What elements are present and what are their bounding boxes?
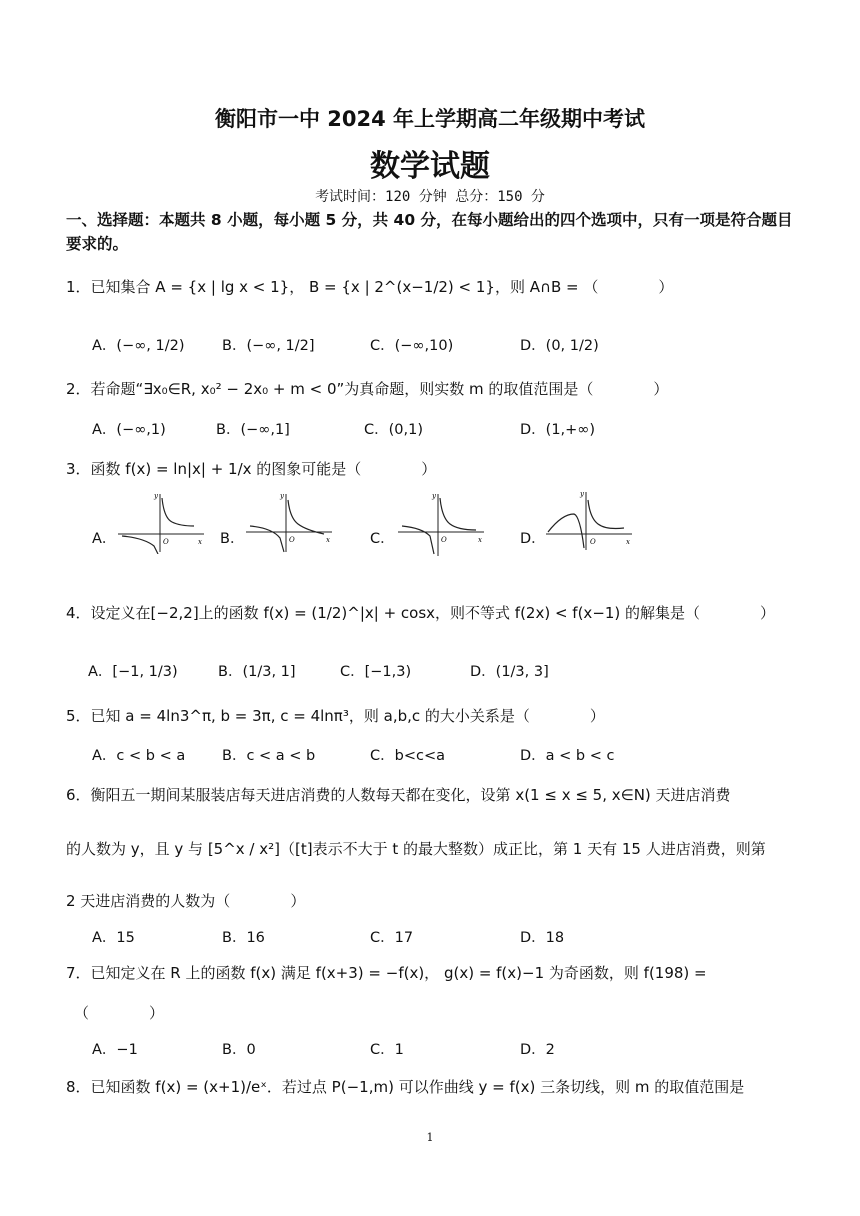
question-2-option-a: A．(−∞,1) bbox=[92, 422, 166, 438]
question-6-stem-line3: 2 天进店消费的人数为（ ） bbox=[66, 892, 306, 910]
question-3-option-b: B． bbox=[220, 531, 245, 547]
question-8-stem: 8．已知函数 f(x) = (x+1)/eˣ．若过点 P(−1,m) 可以作曲线 y = f(x) 三条切线，则 m 的取值范围是 bbox=[66, 1078, 745, 1096]
graph-option-a bbox=[118, 492, 208, 554]
question-6-stem-line1: 6．衡阳五一期间某服装店每天进店消费的人数每天都在变化，设第 x(1 ≤ x ≤ 5, x∈N) 天进店消费 bbox=[66, 786, 731, 804]
question-5-stem: 5．已知 a = 4ln3^π, b = 3π, c = 4lnπ³，则 a,b,c 的大小关系是（ ） bbox=[66, 707, 605, 725]
graph-c-y-label: y bbox=[432, 492, 436, 500]
question-1-option-c: C．(−∞,10) bbox=[370, 338, 454, 354]
graph-d-x-label: x bbox=[626, 538, 630, 546]
graph-c-origin-label: O bbox=[441, 536, 447, 544]
graph-b-x-label: x bbox=[326, 536, 330, 544]
question-4-option-a: A．[−1, 1/3) bbox=[88, 664, 178, 680]
graph-option-c bbox=[398, 492, 488, 558]
page-number: 1 bbox=[426, 1131, 434, 1144]
question-4-stem: 4．设定义在[−2,2]上的函数 f(x) = (1/2)^|x| + cosx，则不等式 f(2x) < f(x−1) 的解集是（ ） bbox=[66, 604, 776, 622]
question-2-option-c: C．(0,1) bbox=[364, 422, 423, 438]
question-4-option-d: D．(1/3, 3] bbox=[470, 664, 549, 680]
subject-title: 数学试题 bbox=[370, 149, 490, 184]
graph-option-d bbox=[546, 490, 636, 552]
question-1-option-b: B．(−∞, 1/2] bbox=[222, 338, 315, 354]
graph-a-y-label: y bbox=[154, 492, 158, 500]
question-3-stem: 3．函数 f(x) = ln|x| + 1/x 的图象可能是（ ） bbox=[66, 460, 437, 478]
question-7-option-c: C．1 bbox=[370, 1042, 404, 1058]
question-7-option-d: D．2 bbox=[520, 1042, 555, 1058]
question-3-option-d: D． bbox=[520, 531, 546, 547]
question-5-option-b: B．c < a < b bbox=[222, 748, 316, 764]
question-7-stem-line2: （ ） bbox=[74, 1004, 165, 1022]
question-6-option-c: C．17 bbox=[370, 930, 414, 946]
question-7-option-b: B．0 bbox=[222, 1042, 256, 1058]
graph-d-y-label: y bbox=[580, 490, 584, 498]
graph-a-x-label: x bbox=[198, 538, 202, 546]
question-6-option-d: D．18 bbox=[520, 930, 565, 946]
question-3-option-c: C． bbox=[370, 531, 395, 547]
question-7-option-a: A．−1 bbox=[92, 1042, 138, 1058]
graph-d-origin-label: O bbox=[590, 538, 596, 546]
question-1-option-a: A．(−∞, 1/2) bbox=[92, 338, 185, 354]
question-6-option-a: A．15 bbox=[92, 930, 135, 946]
exam-info: 考试时间：120 分钟 总分：150 分 bbox=[315, 189, 545, 205]
question-1-stem: 1．已知集合 A = {x | lg x < 1}， B = {x | 2^(x−1/2) < 1}，则 A∩B = （ ） bbox=[66, 278, 674, 296]
question-2-stem: 2．若命题“∃x₀∈R, x₀² − 2x₀ + m < 0”为真命题，则实数 m 的取值范围是（ ） bbox=[66, 380, 669, 398]
question-6-stem-line2: 的人数为 y，且 y 与 [5^x / x²]（[t]表示不大于 t 的最大整数）成正比，第 1 天有 15 人进店消费，则第 bbox=[66, 840, 766, 858]
graph-option-b bbox=[246, 492, 336, 554]
question-2-option-d: D．(1,+∞) bbox=[520, 422, 596, 438]
question-6-option-b: B．16 bbox=[222, 930, 265, 946]
question-5-option-a: A．c < b < a bbox=[92, 748, 186, 764]
question-7-stem-line1: 7．已知定义在 R 上的函数 f(x) 满足 f(x+3) = −f(x)， g(x) = f(x)−1 为奇函数，则 f(198) = bbox=[66, 964, 707, 982]
question-5-option-c: C．b<c<a bbox=[370, 748, 445, 764]
graph-b-y-label: y bbox=[280, 492, 284, 500]
question-4-option-c: C．[−1,3) bbox=[340, 664, 412, 680]
graph-b-origin-label: O bbox=[289, 536, 295, 544]
question-2-option-b: B．(−∞,1] bbox=[216, 422, 290, 438]
exam-title: 衡阳市一中 2024 年上学期高二年级期中考试 bbox=[214, 107, 646, 131]
section-heading: 一、选择题：本题共 8 小题，每小题 5 分，共 40 分，在每小题给出的四个选项中，只有一项是符合题目要求的。 bbox=[66, 211, 793, 253]
question-1-option-d: D．(0, 1/2) bbox=[520, 338, 599, 354]
graph-a-origin-label: O bbox=[163, 538, 169, 546]
question-4-option-b: B．(1/3, 1] bbox=[218, 664, 296, 680]
question-3-option-a: A． bbox=[92, 531, 117, 547]
question-5-option-d: D．a < b < c bbox=[520, 748, 615, 764]
graph-c-x-label: x bbox=[478, 536, 482, 544]
